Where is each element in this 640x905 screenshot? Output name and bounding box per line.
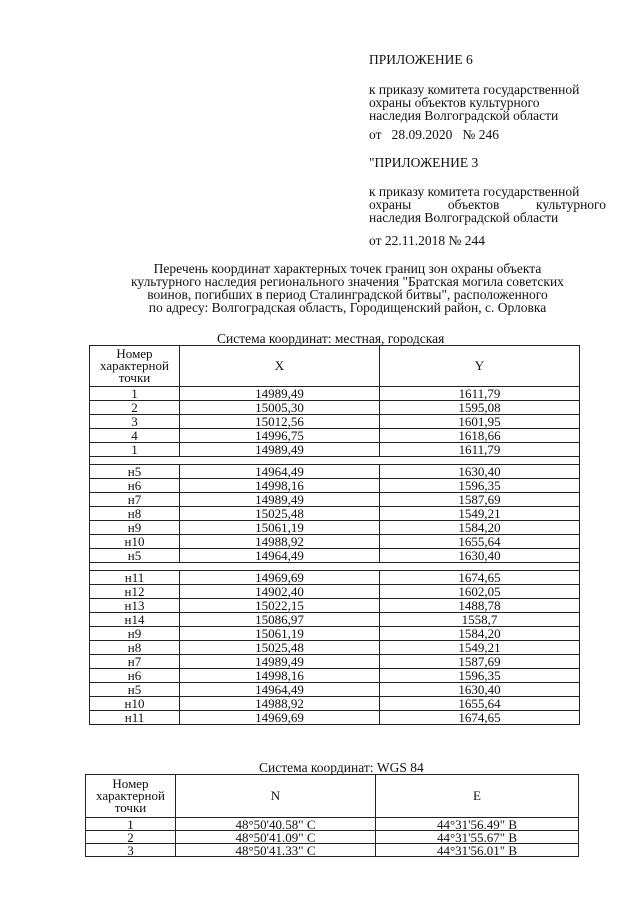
e-value-cell: 44°31'55.67" В [376, 831, 579, 844]
y-value-cell: 1618,66 [380, 429, 580, 443]
y-value-cell: 1601,95 [380, 415, 580, 429]
y-value-cell: 1611,79 [380, 387, 580, 401]
point-number-cell: н11 [90, 711, 180, 725]
order-line: наследия Волгоградской области [369, 108, 559, 123]
title-line: культурного наследия регионального значения "Братская могила советских [131, 274, 564, 289]
col-header-e: E [376, 775, 579, 818]
group-separator [90, 563, 580, 571]
wgs-coordinates-table [85, 774, 579, 857]
x-value-cell: 14989,49 [180, 655, 380, 669]
local-coordinates-table [89, 345, 580, 725]
col-header-point-number: Номер характерной точки [86, 775, 176, 818]
e-value-cell: 44°31'56.49" В [376, 818, 579, 831]
separator-cell [90, 563, 580, 571]
col-header-n: N [176, 775, 376, 818]
table-row [90, 401, 580, 415]
col-header-point-number: Номер характерной точки [90, 346, 180, 387]
table-row [90, 521, 580, 535]
x-value-cell: 14989,49 [180, 387, 380, 401]
table-row [90, 479, 580, 493]
table-row [90, 585, 580, 599]
x-value-cell: 14998,16 [180, 669, 380, 683]
y-value-cell: 1488,78 [380, 599, 580, 613]
table-row [90, 465, 580, 479]
x-value-cell: 15005,30 [180, 401, 380, 415]
table-row [90, 655, 580, 669]
point-number-cell: 4 [90, 429, 180, 443]
point-number-cell: 1 [86, 818, 176, 831]
point-number-cell: н6 [90, 479, 180, 493]
point-number-cell: н5 [90, 465, 180, 479]
y-value-cell: 1595,08 [380, 401, 580, 415]
x-value-cell: 15012,56 [180, 415, 380, 429]
n-value-cell: 48°50'41.09" С [176, 831, 376, 844]
point-number-cell: н12 [90, 585, 180, 599]
point-number-cell: н9 [90, 627, 180, 641]
point-number-cell: 3 [90, 415, 180, 429]
table-row [90, 669, 580, 683]
point-number-cell: н7 [90, 493, 180, 507]
y-value-cell: 1655,64 [380, 535, 580, 549]
point-number-cell: н10 [90, 697, 180, 711]
order-reference [369, 83, 606, 122]
x-value-cell: 15025,48 [180, 641, 380, 655]
y-value-cell: 1558,7 [380, 613, 580, 627]
x-value-cell: 15061,19 [180, 521, 380, 535]
point-number-cell: 2 [86, 831, 176, 844]
point-number-cell: н9 [90, 521, 180, 535]
order-line: к приказу комитета государственной [369, 82, 580, 97]
appendix-label: ПРИЛОЖЕНИЕ 6 [369, 52, 473, 67]
point-number-cell: н11 [90, 571, 180, 585]
x-value-cell: 14989,49 [180, 493, 380, 507]
point-number-cell: н10 [90, 535, 180, 549]
y-value-cell: 1674,65 [380, 711, 580, 725]
x-value-cell: 14964,49 [180, 549, 380, 563]
appendix-quoted-label: "ПРИЛОЖЕНИЕ 3 [369, 155, 479, 170]
x-value-cell: 14969,69 [180, 711, 380, 725]
table-row [90, 549, 580, 563]
table-row [86, 818, 579, 831]
x-value-cell: 14998,16 [180, 479, 380, 493]
y-value-cell: 1549,21 [380, 507, 580, 521]
point-number-cell: н13 [90, 599, 180, 613]
y-value-cell: 1596,35 [380, 479, 580, 493]
separator-cell [90, 457, 580, 465]
y-value-cell: 1611,79 [380, 443, 580, 457]
table-row [90, 443, 580, 457]
wgs-system-title: Система координат: WGS 84 [259, 760, 424, 775]
table-row [90, 641, 580, 655]
table-row [90, 415, 580, 429]
y-value-cell: 1596,35 [380, 669, 580, 683]
table-row [90, 429, 580, 443]
title-line: по адресу: Волгоградская область, Городищенский район, с. Орловка [148, 300, 547, 315]
x-value-cell: 14964,49 [180, 683, 380, 697]
point-number-cell: н5 [90, 549, 180, 563]
y-value-cell: 1584,20 [380, 521, 580, 535]
col-header-y: Y [380, 346, 580, 387]
table-row [90, 697, 580, 711]
order2-reference [369, 185, 606, 224]
y-value-cell: 1584,20 [380, 627, 580, 641]
table-row [90, 535, 580, 549]
order-line: охраны объектов культурного [369, 95, 540, 110]
x-value-cell: 15086,97 [180, 613, 380, 627]
point-number-cell: 1 [90, 387, 180, 401]
x-value-cell: 15025,48 [180, 507, 380, 521]
y-value-cell: 1630,40 [380, 683, 580, 697]
x-value-cell: 14996,75 [180, 429, 380, 443]
n-value-cell: 48°50'41.33" С [176, 844, 376, 857]
table-row [90, 683, 580, 697]
y-value-cell: 1549,21 [380, 641, 580, 655]
table-row [90, 387, 580, 401]
point-number-cell: 1 [90, 443, 180, 457]
col-header-x: X [180, 346, 380, 387]
table-row [90, 613, 580, 627]
x-value-cell: 15022,15 [180, 599, 380, 613]
y-value-cell: 1630,40 [380, 465, 580, 479]
order2-line: охраны объектов культурного [369, 197, 606, 212]
point-number-cell: н7 [90, 655, 180, 669]
table-row [90, 599, 580, 613]
point-number-cell: н6 [90, 669, 180, 683]
point-number-cell: н14 [90, 613, 180, 627]
table-row [90, 711, 580, 725]
x-value-cell: 15061,19 [180, 627, 380, 641]
order2-line: к приказу комитета государственной [369, 184, 580, 199]
x-value-cell: 14988,92 [180, 697, 380, 711]
table-row [90, 571, 580, 585]
point-number-cell: 2 [90, 401, 180, 415]
table-row [86, 844, 579, 857]
y-value-cell: 1587,69 [380, 655, 580, 669]
e-value-cell: 44°31'56.01" В [376, 844, 579, 857]
group-separator [90, 457, 580, 465]
title-line: воинов, погибших в период Сталинградской битвы", расположенного [147, 287, 548, 302]
table-row [90, 627, 580, 641]
x-value-cell: 14964,49 [180, 465, 380, 479]
y-value-cell: 1630,40 [380, 549, 580, 563]
table-row [90, 493, 580, 507]
point-number-cell: н5 [90, 683, 180, 697]
point-number-cell: 3 [86, 844, 176, 857]
order-date: от 28.09.2020 № 246 [369, 127, 499, 142]
point-number-cell: н8 [90, 641, 180, 655]
y-value-cell: 1655,64 [380, 697, 580, 711]
title-line: Перечень координат характерных точек границ зон охраны объекта [153, 261, 542, 276]
x-value-cell: 14969,69 [180, 571, 380, 585]
local-system-title: Система координат: местная, городская [217, 331, 445, 346]
x-value-cell: 14902,40 [180, 585, 380, 599]
x-value-cell: 14989,49 [180, 443, 380, 457]
document-title [80, 262, 615, 314]
n-value-cell: 48°50'40.58" С [176, 818, 376, 831]
y-value-cell: 1587,69 [380, 493, 580, 507]
y-value-cell: 1602,05 [380, 585, 580, 599]
point-number-cell: н8 [90, 507, 180, 521]
table-row [90, 507, 580, 521]
x-value-cell: 14988,92 [180, 535, 380, 549]
y-value-cell: 1674,65 [380, 571, 580, 585]
order2-date: от 22.11.2018 № 244 [369, 233, 485, 248]
order2-line: наследия Волгоградской области [369, 210, 559, 225]
table-row [86, 831, 579, 844]
